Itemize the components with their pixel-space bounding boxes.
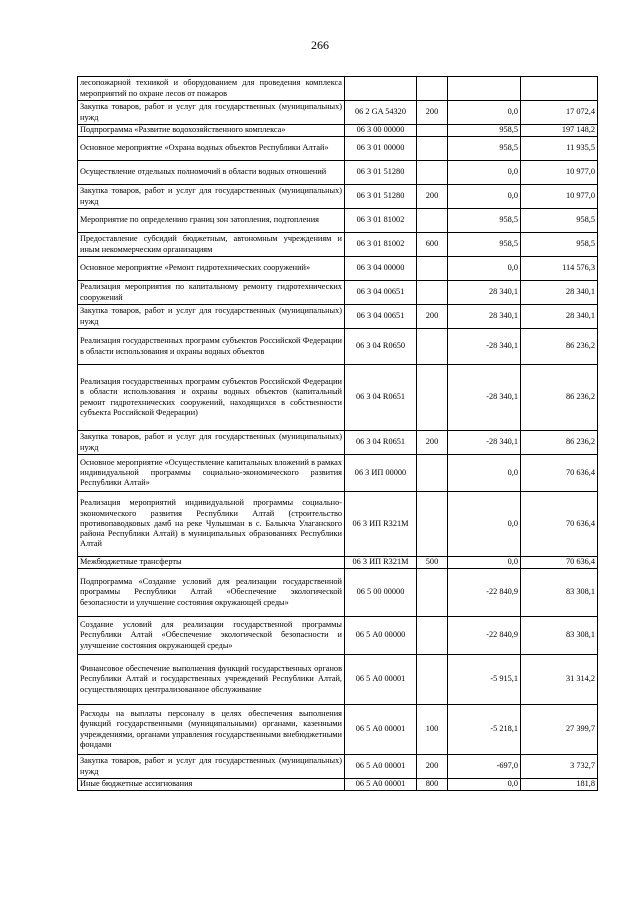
row-total-amount-cell: 28 340,1 [521,305,598,329]
row-name-cell: Реализация государственных программ субъектов Российской Федерации в области использования и охраны водных объектов (капитальный ремонт гидротехнических сооружений, находящихся в собственности субъекта Российской Федерации) [78,365,345,431]
row-name-cell: Мероприятие по определению границ зон затопления, подтопления [78,209,345,233]
row-change-amount-cell: -22 840,9 [448,617,521,655]
row-total-amount-cell: 10 977,0 [521,161,598,185]
budget-table [77,76,598,791]
row-code-cell: 06 3 ИП 00000 [345,455,417,492]
row-change-amount-cell: 0,0 [448,455,521,492]
row-total-amount-cell: 3 732,7 [521,755,598,779]
row-expense-type-cell [417,365,448,431]
row-expense-type-cell [417,209,448,233]
row-total-amount-cell: 70 636,4 [521,557,598,569]
row-expense-type-cell: 100 [417,705,448,755]
row-code-cell: 06 3 ИП R321M [345,492,417,557]
table-row [78,209,598,233]
row-name-cell: Предоставление субсидий бюджетным, автономным учреждениям и иным некоммерческим организациям [78,233,345,257]
row-change-amount-cell: -5 915,1 [448,655,521,705]
row-total-amount-cell: 10 977,0 [521,185,598,209]
table-row [78,281,598,305]
row-change-amount-cell: -22 840,9 [448,569,521,617]
row-name-cell: Иные бюджетные ассигнования [78,779,345,791]
row-change-amount-cell: -28 340,1 [448,329,521,365]
table-row [78,569,598,617]
row-name-cell: Реализация мероприятий индивидуальной программы социально-экономического развития Республики Алтай (строительство противопаводковых дамб на реке Чулышман в с. Балыкча Улаганского района Республики Алтай) в муниципальных образованиях Республики Алтай [78,492,345,557]
row-code-cell: 06 3 ИП R321M [345,557,417,569]
table-row [78,329,598,365]
row-code-cell: 06 3 04 R0651 [345,365,417,431]
row-change-amount-cell: 0,0 [448,185,521,209]
row-name-cell: лесопожарной техникой и оборудованием для проведения комплекса мероприятий по охране лесов от пожаров [78,77,345,101]
row-code-cell: 06 3 04 R0651 [345,431,417,455]
row-code-cell: 06 5 А0 00001 [345,705,417,755]
row-code-cell: 06 2 GA 54320 [345,101,417,125]
row-name-cell: Закупка товаров, работ и услуг для государственных (муниципальных) нужд [78,185,345,209]
row-code-cell: 06 3 04 00651 [345,281,417,305]
table-row [78,101,598,125]
row-expense-type-cell: 200 [417,101,448,125]
table-row [78,705,598,755]
row-expense-type-cell: 200 [417,185,448,209]
table-row [78,557,598,569]
row-total-amount-cell: 197 148,2 [521,125,598,137]
row-expense-type-cell: 500 [417,557,448,569]
row-name-cell: Основное мероприятие «Ремонт гидротехнических сооружений» [78,257,345,281]
table-row [78,161,598,185]
table-row [78,125,598,137]
row-change-amount-cell [448,77,521,101]
table-row [78,365,598,431]
row-expense-type-cell [417,617,448,655]
table-row [78,257,598,281]
row-code-cell: 06 5 А0 00001 [345,779,417,791]
row-total-amount-cell: 958,5 [521,233,598,257]
row-code-cell: 06 3 04 R0650 [345,329,417,365]
table-row [78,233,598,257]
row-expense-type-cell: 600 [417,233,448,257]
row-name-cell: Закупка товаров, работ и услуг для государственных (муниципальных) нужд [78,755,345,779]
row-change-amount-cell: 28 340,1 [448,305,521,329]
row-change-amount-cell: 958,5 [448,137,521,161]
row-change-amount-cell: -697,0 [448,755,521,779]
row-name-cell: Расходы на выплаты персоналу в целях обеспечения выполнения функций государственными (муниципальными) органами, казенными учреждениями, органами управления государственными внебюджетными фондами [78,705,345,755]
row-expense-type-cell [417,125,448,137]
row-total-amount-cell: 86 236,2 [521,431,598,455]
row-expense-type-cell [417,329,448,365]
row-expense-type-cell: 200 [417,305,448,329]
row-expense-type-cell [417,569,448,617]
row-total-amount-cell [521,77,598,101]
row-name-cell: Закупка товаров, работ и услуг для государственных (муниципальных) нужд [78,431,345,455]
table-row [78,617,598,655]
row-change-amount-cell: 0,0 [448,492,521,557]
table-row [78,305,598,329]
table-row [78,431,598,455]
row-total-amount-cell: 31 314,2 [521,655,598,705]
row-name-cell: Закупка товаров, работ и услуг для государственных (муниципальных) нужд [78,101,345,125]
row-total-amount-cell: 17 072,4 [521,101,598,125]
table-row [78,755,598,779]
row-name-cell: Основное мероприятие «Осуществление капитальных вложений в рамках индивидуальной программы социально-экономического развития Республики Алтай» [78,455,345,492]
table-row [78,185,598,209]
row-expense-type-cell [417,77,448,101]
table-row [78,77,598,101]
row-code-cell: 06 5 00 00000 [345,569,417,617]
row-code-cell: 06 3 01 00000 [345,137,417,161]
row-code-cell: 06 3 04 00651 [345,305,417,329]
row-code-cell: 06 3 01 51280 [345,161,417,185]
table-row [78,492,598,557]
row-code-cell [345,77,417,101]
row-name-cell: Закупка товаров, работ и услуг для государственных (муниципальных) нужд [78,305,345,329]
row-expense-type-cell [417,161,448,185]
row-expense-type-cell: 200 [417,755,448,779]
table-row [78,455,598,492]
row-total-amount-cell: 27 399,7 [521,705,598,755]
row-total-amount-cell: 181,8 [521,779,598,791]
row-code-cell: 06 5 А0 00000 [345,617,417,655]
page-number: 266 [311,38,329,52]
row-change-amount-cell: 958,5 [448,125,521,137]
row-name-cell: Подпрограмма «Развитие водохозяйственного комплекса» [78,125,345,137]
row-total-amount-cell: 86 236,2 [521,329,598,365]
row-expense-type-cell [417,492,448,557]
row-name-cell: Межбюджетные трансферты [78,557,345,569]
row-code-cell: 06 5 А0 00001 [345,755,417,779]
row-code-cell: 06 3 04 00000 [345,257,417,281]
row-code-cell: 06 5 А0 00001 [345,655,417,705]
row-name-cell: Осуществление отдельных полномочий в области водных отношений [78,161,345,185]
row-total-amount-cell: 11 935,5 [521,137,598,161]
row-change-amount-cell: 958,5 [448,209,521,233]
row-name-cell: Подпрограмма «Создание условий для реализации государственной программы Республики Алтай «Обеспечение экологической безопасности и улучшение состояния окружающей среды» [78,569,345,617]
row-expense-type-cell [417,281,448,305]
table-row [78,779,598,791]
row-expense-type-cell: 200 [417,431,448,455]
row-total-amount-cell: 114 576,3 [521,257,598,281]
row-name-cell: Основное мероприятие «Охрана водных объектов Республики Алтай» [78,137,345,161]
row-change-amount-cell: 0,0 [448,161,521,185]
row-code-cell: 06 3 00 00000 [345,125,417,137]
row-code-cell: 06 3 01 81002 [345,209,417,233]
row-change-amount-cell: -5 218,1 [448,705,521,755]
row-expense-type-cell [417,455,448,492]
row-name-cell: Создание условий для реализации государственной программы Республики Алтай «Обеспечение экологической безопасности и улучшение состояния окружающей среды» [78,617,345,655]
table-row [78,655,598,705]
row-change-amount-cell: 0,0 [448,779,521,791]
row-code-cell: 06 3 01 81002 [345,233,417,257]
row-total-amount-cell: 86 236,2 [521,365,598,431]
row-expense-type-cell [417,137,448,161]
row-expense-type-cell [417,655,448,705]
row-change-amount-cell: 0,0 [448,257,521,281]
budget-table-body [78,77,598,791]
row-change-amount-cell: 28 340,1 [448,281,521,305]
row-name-cell: Реализация государственных программ субъектов Российской Федерации в области использования и охраны водных объектов [78,329,345,365]
row-total-amount-cell: 70 636,4 [521,492,598,557]
row-total-amount-cell: 958,5 [521,209,598,233]
row-total-amount-cell: 28 340,1 [521,281,598,305]
row-change-amount-cell: -28 340,1 [448,365,521,431]
row-total-amount-cell: 70 636,4 [521,455,598,492]
row-expense-type-cell: 800 [417,779,448,791]
row-change-amount-cell: -28 340,1 [448,431,521,455]
row-total-amount-cell: 83 308,1 [521,569,598,617]
row-total-amount-cell: 83 308,1 [521,617,598,655]
row-change-amount-cell: 0,0 [448,101,521,125]
table-row [78,137,598,161]
row-expense-type-cell [417,257,448,281]
row-name-cell: Финансовое обеспечение выполнения функций государственных органов Республики Алтай и государственных учреждений Республики Алтай, осуществляющих централизованное обслуживание [78,655,345,705]
row-name-cell: Реализация мероприятия по капитальному ремонту гидротехнических сооружений [78,281,345,305]
row-change-amount-cell: 0,0 [448,557,521,569]
row-code-cell: 06 3 01 51280 [345,185,417,209]
row-change-amount-cell: 958,5 [448,233,521,257]
